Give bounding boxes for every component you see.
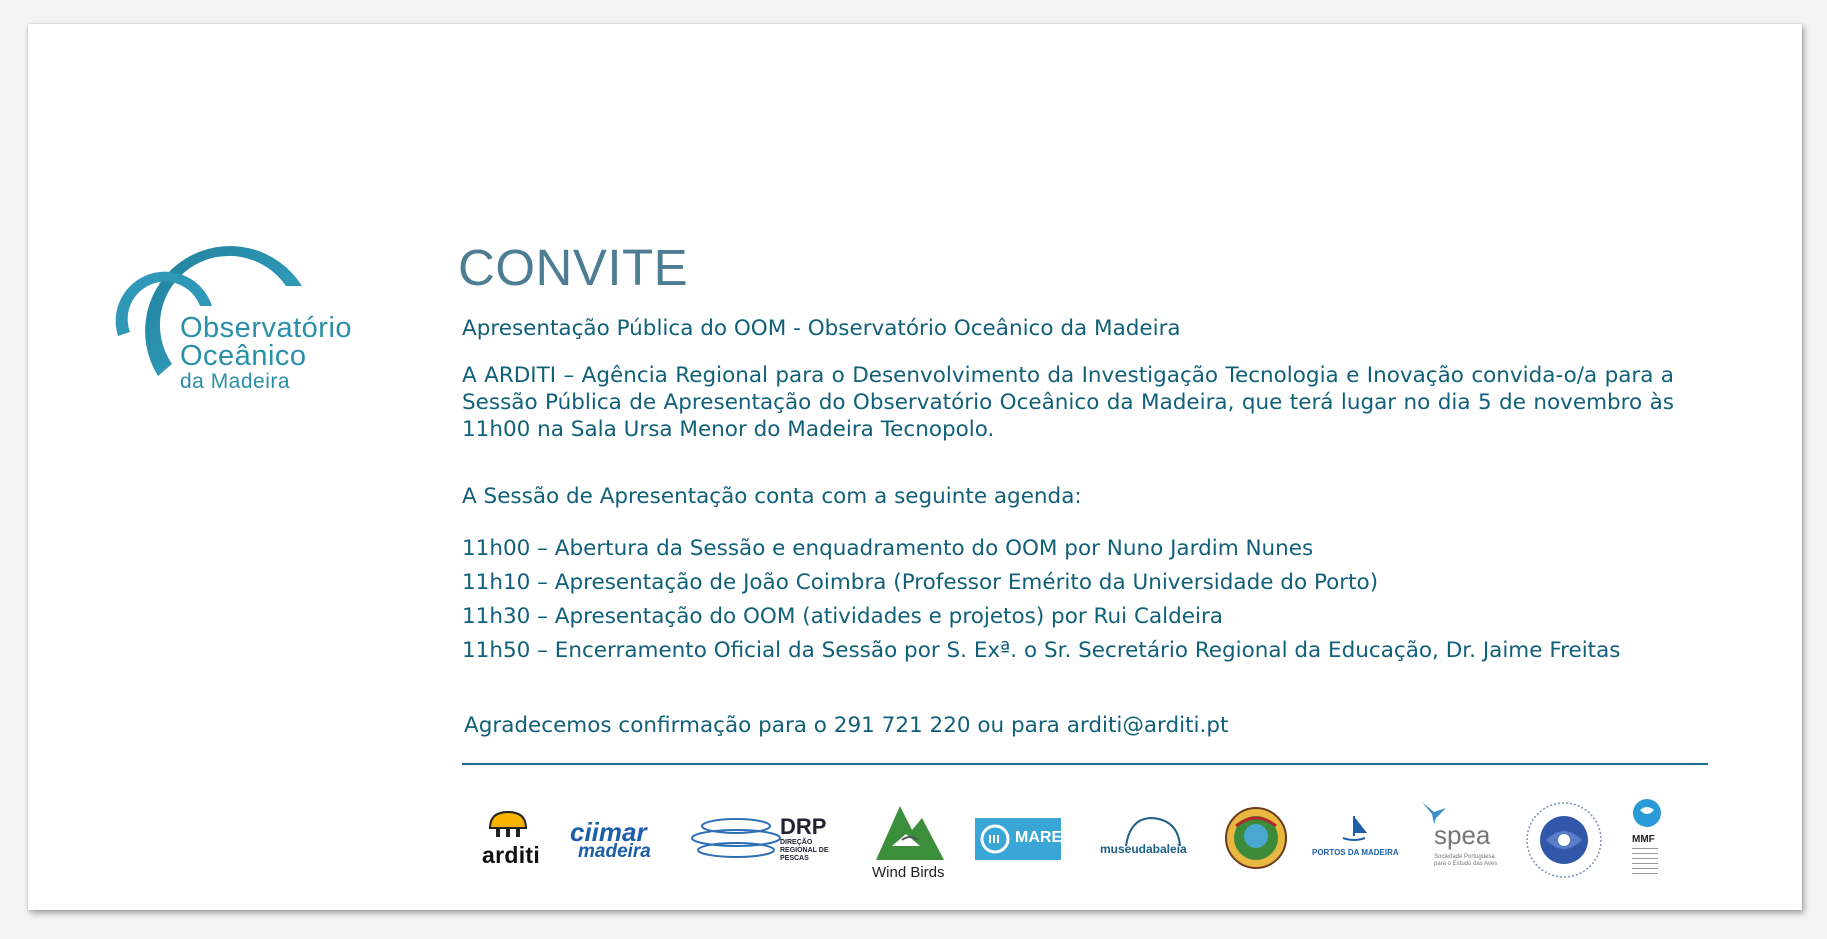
arditi-mark-icon	[486, 810, 530, 838]
partner-logos	[0, 796, 1827, 886]
mmf-text: MMF	[1632, 834, 1655, 845]
mmf-logo	[1630, 798, 1666, 882]
invitation-paragraph: A ARDITI – Agência Regional para o Desenvolvimento da Investigação Tecnologia e Inovação convida-o/a para a Sessão Pública de Apresentação do Observatório Oceânico da Madeira, que terá lugar no dia 5 de novembro às 11h00 na Sala Ursa Menor do Madeira Tecnopolo.	[462, 363, 1674, 442]
drp-waves-icon	[690, 814, 782, 864]
logo-line-1: Observatório	[180, 312, 353, 344]
spea-sub-line: Sociedade Portuguesa	[1434, 854, 1495, 860]
portos-logo	[1312, 814, 1399, 864]
oom-logo-text	[180, 314, 352, 393]
agenda-item: 11h50 – Encerramento Oficial da Sessão por S. Exª. o Sr. Secretário Regional da Educação, Dr. Jaime Freitas	[462, 638, 1621, 663]
mountain-bird-icon	[872, 800, 948, 864]
agenda-item: 11h10 – Apresentação de João Coimbra (Professor Emérito da Universidade do Porto)	[462, 570, 1379, 595]
spea-logo	[1420, 798, 1496, 878]
drp-sub	[780, 839, 829, 863]
confirmation-text: Agradecemos confirmação para o 291 721 220 ou para arditi@arditi.pt	[464, 713, 1229, 738]
mare-logo	[975, 818, 1061, 860]
drp-sub-line: DIREÇÃO	[780, 839, 813, 846]
windbirds-logo	[872, 800, 950, 882]
drp-title: DRP	[780, 814, 827, 839]
mare-circle-icon	[979, 823, 1011, 855]
mmf-fine-print	[1632, 848, 1658, 876]
spea-sub-line: para o Estudo das Aves	[1434, 861, 1498, 867]
logo-line-2: Oceânico	[180, 340, 307, 372]
arditi-logo	[478, 810, 542, 870]
arditi-text: arditi	[482, 842, 541, 868]
invitation-card	[28, 24, 1802, 910]
drp-sub-line: PESCAS	[780, 855, 809, 862]
mare-text: MARE	[1015, 829, 1063, 846]
ciimar-logo	[570, 817, 666, 862]
ciimar-madeira-text: madeira	[578, 841, 651, 862]
marine-seal-icon	[1524, 800, 1604, 880]
logo-line-3: da Madeira	[180, 370, 291, 393]
agenda-item: 11h00 – Abertura da Sessão e enquadramento do OOM por Nuno Jardim Nunes	[462, 536, 1314, 561]
ciimar-text: ciimar	[570, 817, 647, 847]
globe-icon	[1632, 798, 1662, 828]
drp-logo	[690, 814, 850, 866]
agenda-list	[462, 532, 1621, 668]
museu-text: museudabaleia	[1100, 842, 1187, 856]
agenda-intro: A Sessão de Apresentação conta com a seguinte agenda:	[462, 484, 1082, 509]
portos-text: PORTOS DA MADEIRA	[1312, 848, 1399, 857]
drp-sub-line: REGIONAL DE	[780, 847, 829, 854]
museu-baleia-logo	[1100, 812, 1186, 864]
agenda-item: 11h30 – Apresentação do OOM (atividades e projetos) por Rui Caldeira	[462, 604, 1223, 629]
spea-sub	[1434, 854, 1497, 868]
boat-icon	[1339, 814, 1369, 844]
seal-emblem-icon	[1224, 806, 1288, 870]
seal-logo	[1224, 806, 1288, 870]
subtitle: Apresentação Pública do OOM - Observatório Oceânico da Madeira	[462, 316, 1181, 341]
spea-text: spea	[1434, 820, 1491, 850]
biology-station-logo	[1524, 800, 1604, 880]
windbirds-text: Wind Birds	[872, 864, 945, 881]
page-title: CONVITE	[458, 239, 689, 296]
divider	[462, 763, 1708, 765]
